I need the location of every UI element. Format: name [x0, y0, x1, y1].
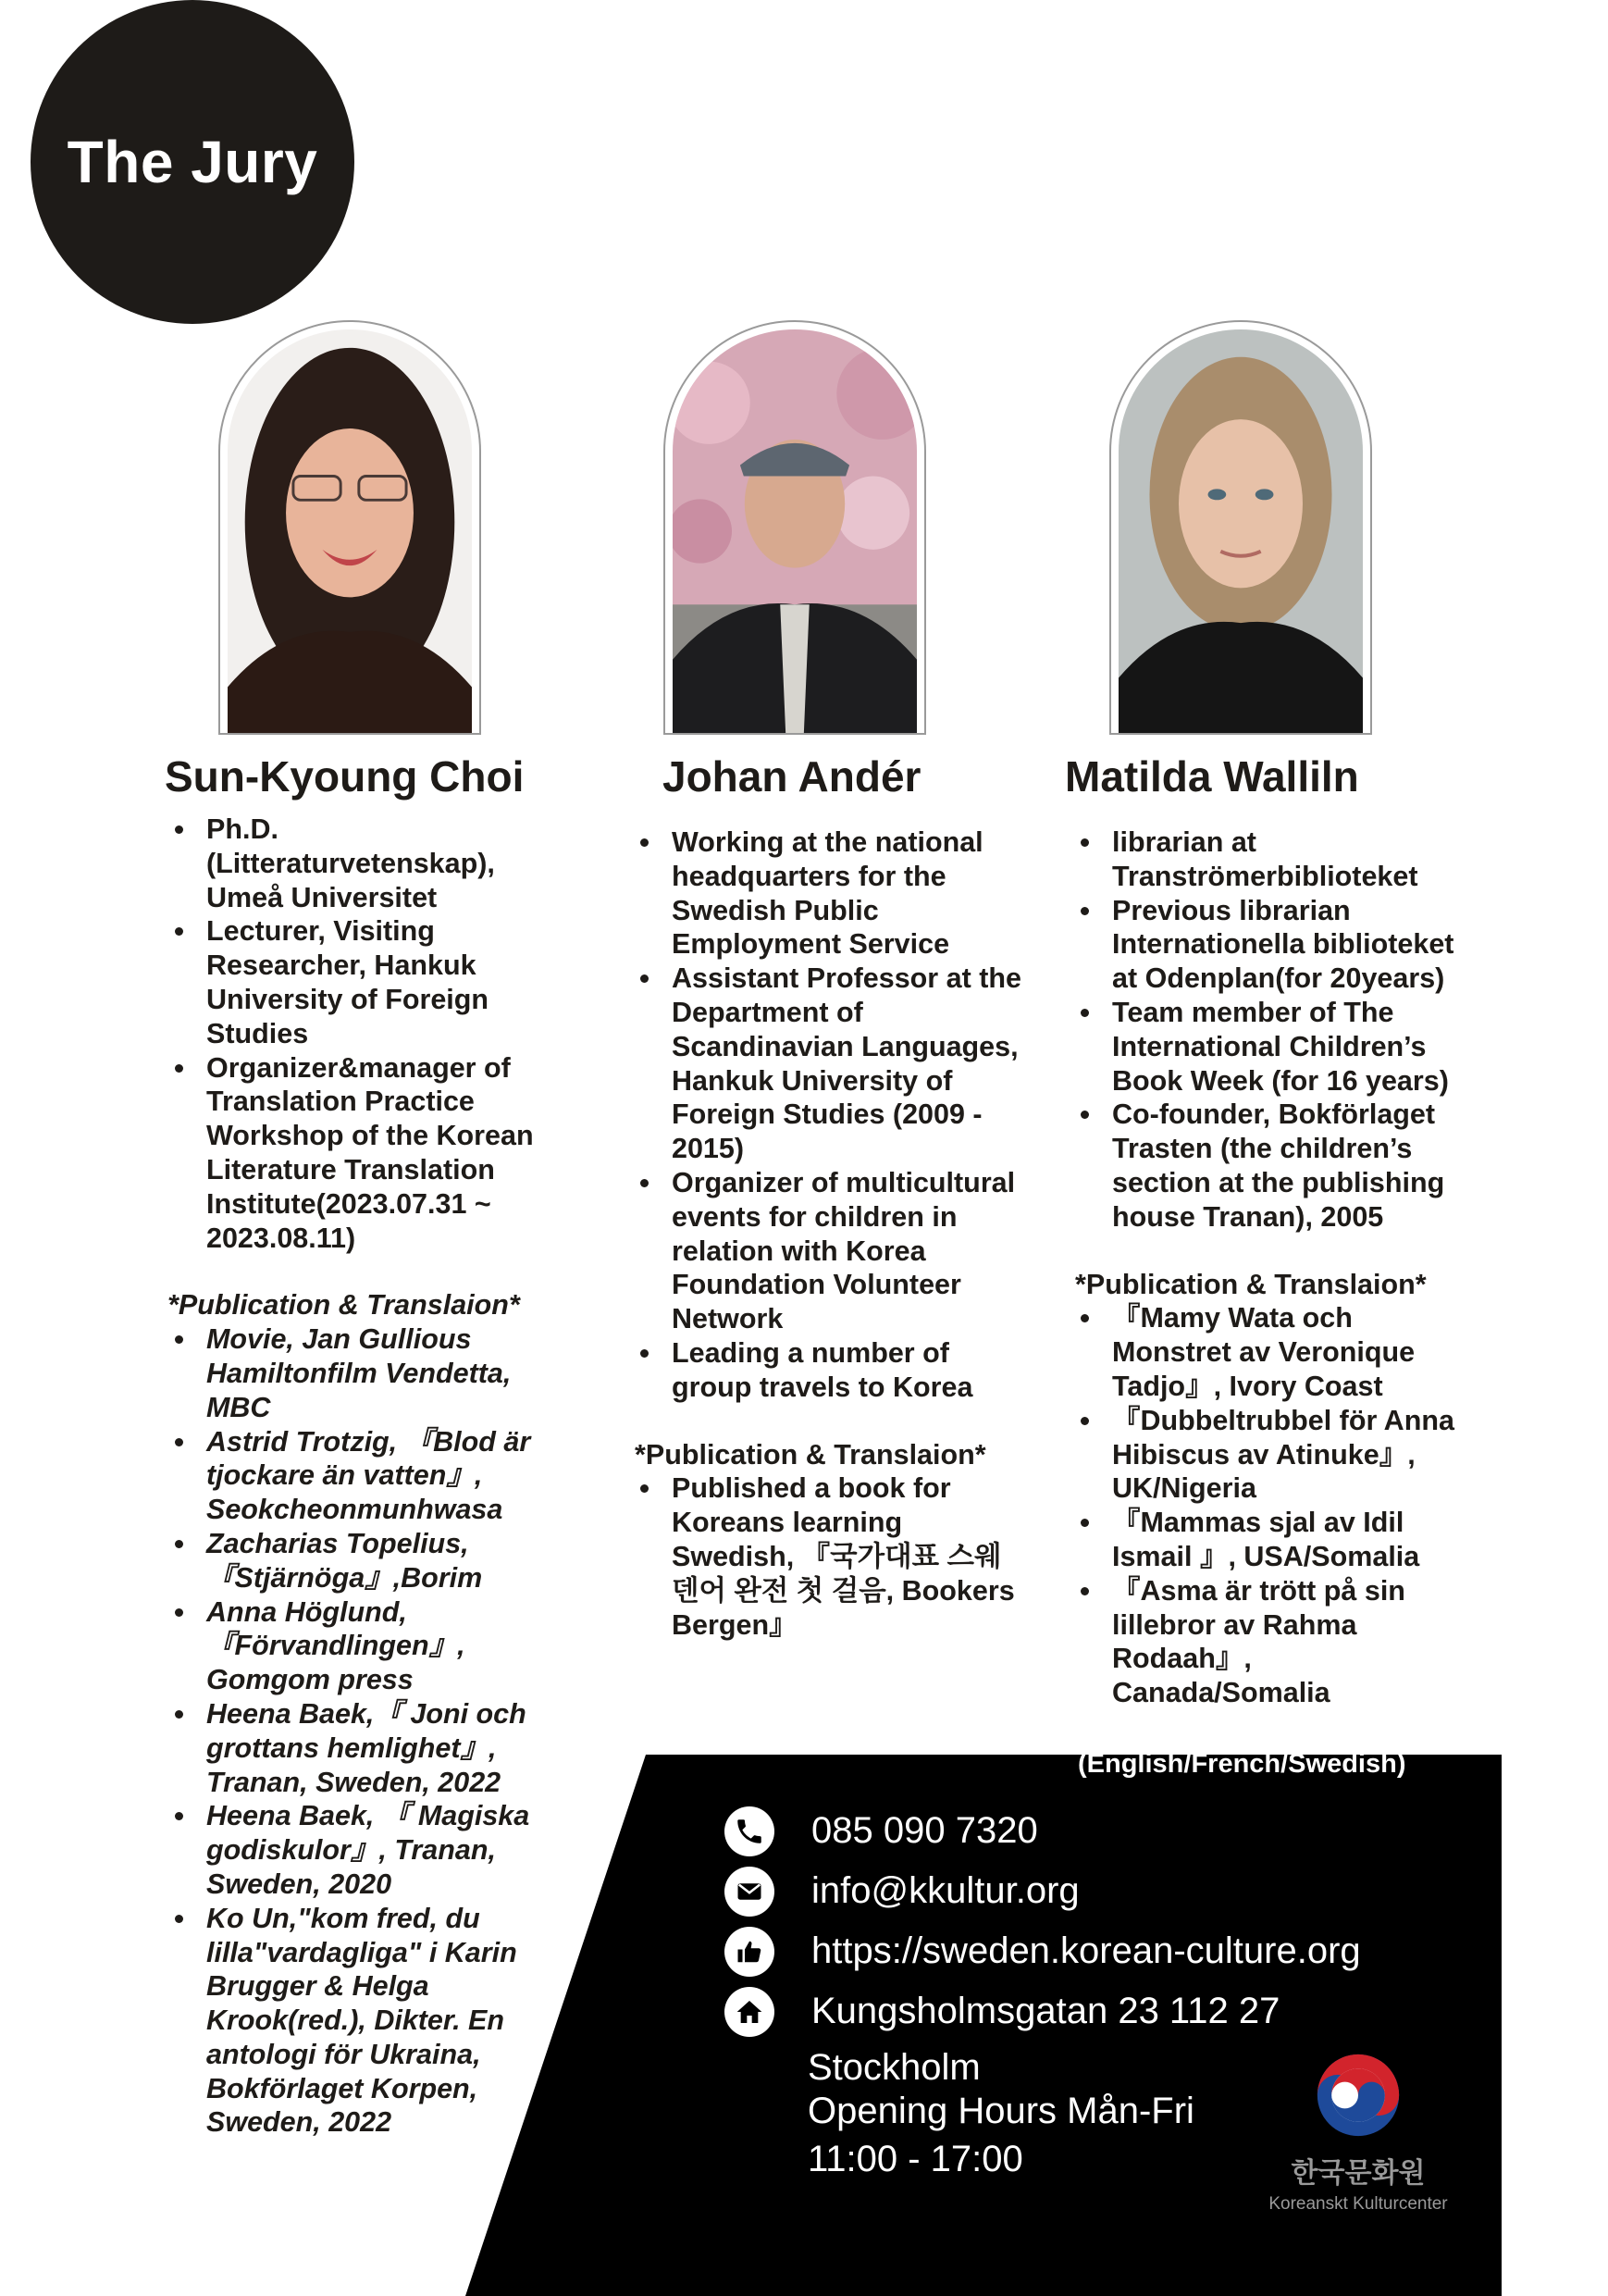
list-item: Ko Un,"kom fred, du lilla"vardagliga" i Karin Brugger & Helga Krook(red.), Dikter. En antologi för Ukraina, Bokförlaget Korpen, Sweden, 2022	[169, 1902, 558, 2141]
list-item: Leading a number of group travels to Korea	[635, 1336, 1023, 1405]
languages-note: (English/French/Swedish)	[1078, 1749, 1406, 1779]
list-item: Working at the national headquarters for the Swedish Public Employment Service	[635, 825, 1023, 962]
address-line-1: Kungsholmsgatan 23 112 27	[811, 1991, 1280, 2031]
list-item: Heena Baek,『 Joni och grottans hemlighet』, Tranan, Sweden, 2022	[169, 1697, 558, 1799]
korean-cultural-center-logo	[1256, 2051, 1460, 2215]
publication-list	[635, 1471, 1023, 1642]
bio-list	[635, 825, 1023, 1405]
list-item: 『Asma är trött på sin lillebror av Rahma Rodaah』, Canada/Somalia	[1075, 1574, 1473, 1710]
juror-column-choi	[169, 813, 558, 2140]
list-item: Lecturer, Visiting Researcher, Hankuk University of Foreign Studies	[169, 914, 558, 1050]
juror-column-ander	[635, 825, 1023, 1642]
list-item: Co-founder, Bokförlaget Trasten (the children’s section at the publishing house Tranan), 2005	[1075, 1098, 1473, 1234]
contact-website-row[interactable]	[724, 1921, 1361, 1981]
list-item: Anna Höglund, 『Förvandlingen』, Gomgom press	[169, 1595, 558, 1697]
juror-name-ander: Johan Andér	[662, 752, 922, 800]
logo-korean-text: 한국문화원	[1291, 2158, 1426, 2189]
logo-swedish-text: Koreanskt Kulturcenter	[1268, 2194, 1448, 2214]
home-icon	[724, 1987, 774, 2037]
juror-column-walliln	[1075, 825, 1473, 1710]
contact-list	[724, 1801, 1361, 2042]
list-item: Movie, Jan Gullious Hamiltonfilm Vendetta, MBC	[169, 1322, 558, 1424]
contact-email-row[interactable]	[724, 1861, 1361, 1921]
publication-list	[169, 1322, 558, 2140]
juror-name-walliln: Matilda Walliln	[1065, 752, 1359, 800]
list-item: 『Mammas sjal av Idil Ismail 』, USA/Somalia	[1075, 1506, 1473, 1574]
list-item: Organizer of multicultural events for children in relation with Korea Foundation Volunteer Network	[635, 1166, 1023, 1336]
contact-address-row	[724, 1981, 1361, 2042]
list-item: Assistant Professor at the Department of Scandinavian Languages, Hankuk University of Foreign Studies (2009 - 2015)	[635, 962, 1023, 1166]
taegeuk-logo-icon	[1314, 2051, 1403, 2140]
address-line-2: Stockholm	[808, 2047, 981, 2088]
bio-list	[169, 813, 558, 1255]
juror-name-choi: Sun-Kyoung Choi	[165, 752, 525, 800]
publication-list	[1075, 1301, 1473, 1710]
list-item: Previous librarian Internationella biblioteket at Odenplan(for 20years)	[1075, 894, 1473, 996]
email-address: info@kkultur.org	[811, 1870, 1080, 1911]
website-link[interactable]: https://sweden.korean-culture.org	[811, 1930, 1361, 1971]
publication-heading: *Publication & Translaion*	[1075, 1268, 1427, 1300]
publication-heading: *Publication & Translaion*	[167, 1289, 520, 1322]
page-title: The Jury	[67, 129, 318, 195]
list-item: Organizer&manager of Translation Practice Workshop of the Korean Literature Translation Institute(2023.07.31 ~ 2023.08.11)	[169, 1051, 558, 1256]
list-item: Astrid Trotzig, 『Blod är tjockare än vatten』, Seokcheonmunhwasa	[169, 1425, 558, 1527]
opening-hours-label: Opening Hours Mån-Fri	[808, 2091, 1194, 2131]
list-item: Heena Baek, 『 Magiska godiskulor』, Tranan, Sweden, 2020	[169, 1799, 558, 1901]
opening-hours-time: 11:00 - 17:00	[808, 2139, 1023, 2179]
publication-heading: *Publication & Translaion*	[635, 1438, 986, 1471]
list-item: Team member of The International Children’s Book Week (for 16 years)	[1075, 996, 1473, 1098]
thumbs-up-icon	[724, 1927, 774, 1977]
bio-list	[1075, 825, 1473, 1235]
list-item: Ph.D. (Litteraturvetenskap), Umeå Universitet	[169, 813, 558, 914]
mail-icon	[724, 1867, 774, 1917]
list-item: librarian at Tranströmerbiblioteket	[1075, 825, 1473, 894]
phone-icon	[724, 1806, 774, 1856]
list-item: Zacharias Topelius, 『Stjärnöga』,Borim	[169, 1527, 558, 1595]
list-item: Published a book for Koreans learning Swedish, 『국가대표 스웨덴어 완전 첫 걸음, Bookers Bergen』	[635, 1471, 1023, 1642]
phone-number: 085 090 7320	[811, 1810, 1038, 1851]
list-item: 『Dubbeltrubbel för Anna Hibiscus av Atinuke』, UK/Nigeria	[1075, 1404, 1473, 1506]
list-item: 『Mamy Wata och Monstret av Veronique Tadjo』, Ivory Coast	[1075, 1301, 1473, 1403]
contact-phone-row[interactable]	[724, 1801, 1361, 1861]
